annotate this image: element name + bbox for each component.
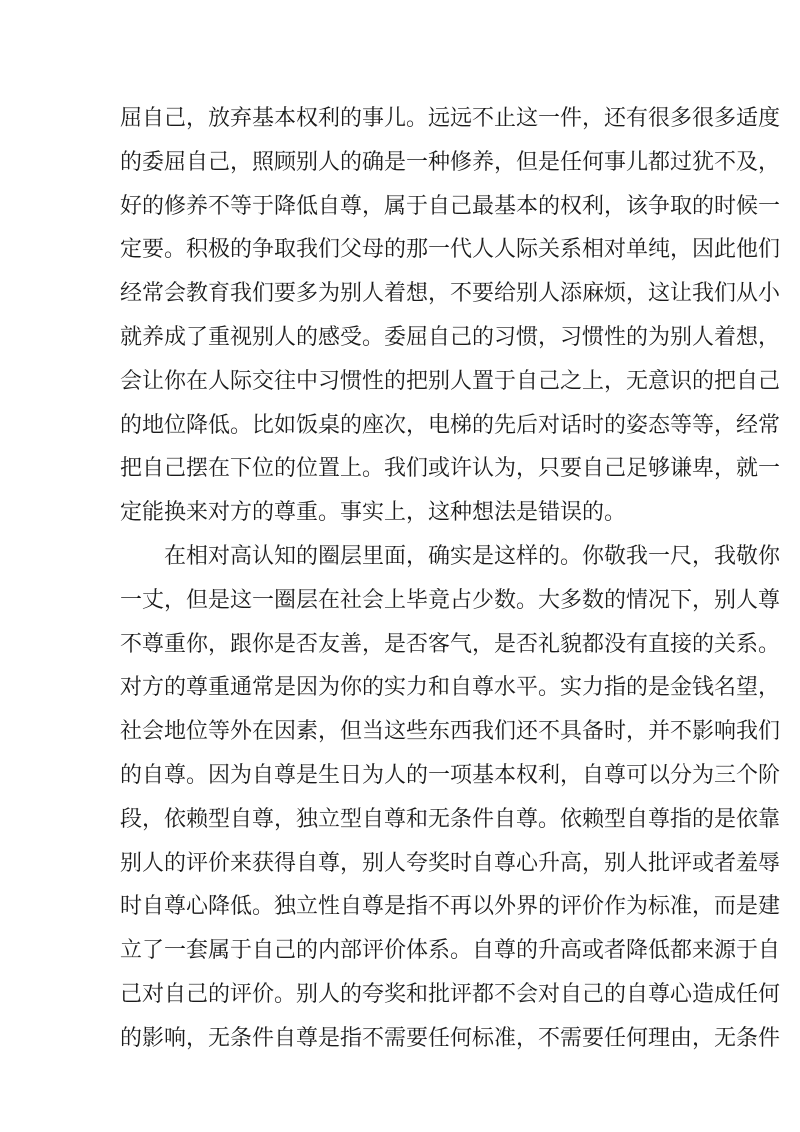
text-line: 立了一套属于自己的内部评价体系。自尊的升高或者降低都来源于自 (120, 938, 781, 964)
paragraph-first-line: 在相对高认知的圈层里面，确实是这样的。你敬我一尺，我敬你 (164, 543, 781, 569)
text-line: 好的修养不等于降低自尊，属于自己最基本的权利，该争取的时候一 (120, 193, 781, 219)
text-line: 定能换来对方的尊重。事实上，这种想法是错误的。 (120, 500, 627, 526)
text-line: 就养成了重视别人的感受。委屈自己的习惯，习惯性的为别人着想， (120, 324, 781, 350)
text-line: 把自己摆在下位的位置上。我们或许认为，只要自己足够谦卑，就一 (120, 456, 781, 482)
text-line: 定要。积极的争取我们父母的那一代人人际关系相对单纯，因此他们 (120, 237, 781, 263)
text-line: 经常会教育我们要多为别人着想，不要给别人添麻烦，这让我们从小 (120, 281, 781, 307)
text-line: 会让你在人际交往中习惯性的把别人置于自己之上，无意识的把自己 (120, 368, 781, 394)
text-line: 的自尊。因为自尊是生日为人的一项基本权利，自尊可以分为三个阶 (120, 762, 781, 788)
text-line: 别人的评价来获得自尊，别人夸奖时自尊心升高，别人批评或者羞辱 (120, 850, 781, 876)
text-line: 的地位降低。比如饭桌的座次，电梯的先后对话时的姿态等等，经常 (120, 412, 781, 438)
text-line: 时自尊心降低。独立性自尊是指不再以外界的评价作为标准，而是建 (120, 894, 781, 920)
text-line: 己对自己的评价。别人的夸奖和批评都不会对自己的自尊心造成任何 (120, 981, 781, 1007)
body-text (120, 97, 781, 1061)
text-line: 屈自己，放弃基本权利的事儿。远远不止这一件，还有很多很多适度 (120, 106, 781, 131)
text-line: 社会地位等外在因素，但当这些东西我们还不具备时，并不影响我们 (120, 719, 781, 745)
text-line: 一丈，但是这一圈层在社会上毕竟占少数。大多数的情况下，别人尊 (120, 587, 781, 613)
text-line: 对方的尊重通常是因为你的实力和自尊水平。实力指的是金钱名望， (120, 675, 781, 701)
text-line: 的影响，无条件自尊是指不需要任何标准，不需要任何理由，无条件 (120, 1025, 781, 1051)
text-line: 的委屈自己，照顾别人的确是一种修养，但是任何事儿都过犹不及， (120, 149, 781, 175)
text-line: 段，依赖型自尊，独立型自尊和无条件自尊。依赖型自尊指的是依靠 (120, 806, 781, 832)
text-line: 不尊重你，跟你是否友善，是否客气，是否礼貌都没有直接的关系。 (120, 631, 781, 657)
